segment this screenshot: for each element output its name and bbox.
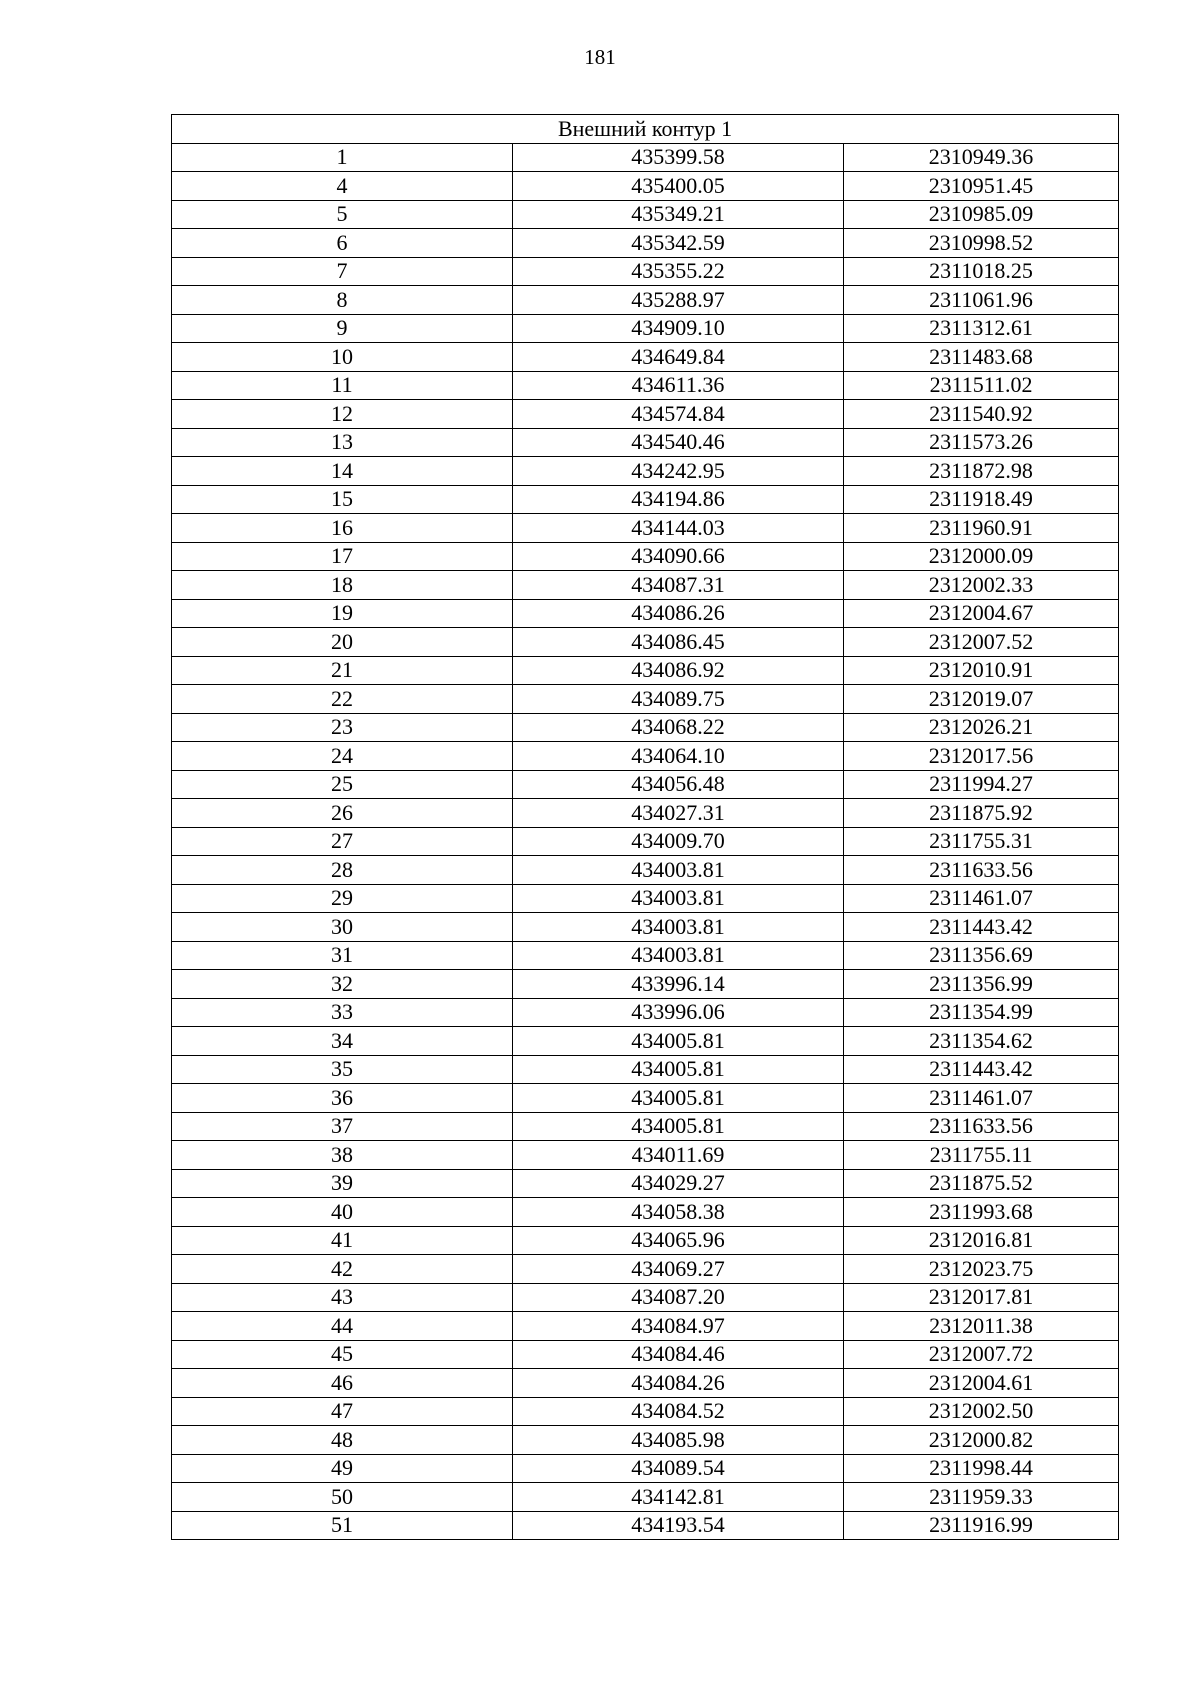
x-coordinate-cell: 434003.81 bbox=[513, 884, 844, 913]
point-number-cell: 36 bbox=[172, 1084, 513, 1113]
point-number-cell: 18 bbox=[172, 571, 513, 600]
x-coordinate-cell: 434065.96 bbox=[513, 1226, 844, 1255]
x-coordinate-cell: 434086.92 bbox=[513, 656, 844, 685]
point-number-cell: 35 bbox=[172, 1055, 513, 1084]
y-coordinate-cell: 2311918.49 bbox=[844, 485, 1119, 514]
y-coordinate-cell: 2310949.36 bbox=[844, 143, 1119, 172]
table-row bbox=[172, 770, 1119, 799]
y-coordinate-cell: 2311354.62 bbox=[844, 1027, 1119, 1056]
table-row bbox=[172, 1454, 1119, 1483]
point-number-cell: 50 bbox=[172, 1483, 513, 1512]
x-coordinate-cell: 434009.70 bbox=[513, 827, 844, 856]
point-number-cell: 5 bbox=[172, 200, 513, 229]
y-coordinate-cell: 2311540.92 bbox=[844, 400, 1119, 429]
table-title: Внешний контур 1 bbox=[172, 115, 1119, 144]
x-coordinate-cell: 435349.21 bbox=[513, 200, 844, 229]
point-number-cell: 10 bbox=[172, 343, 513, 372]
coordinates-table bbox=[171, 114, 1119, 1540]
x-coordinate-cell: 434003.81 bbox=[513, 941, 844, 970]
y-coordinate-cell: 2310998.52 bbox=[844, 229, 1119, 258]
table-row bbox=[172, 1511, 1119, 1540]
y-coordinate-cell: 2311354.99 bbox=[844, 998, 1119, 1027]
table-row bbox=[172, 1084, 1119, 1113]
point-number-cell: 40 bbox=[172, 1198, 513, 1227]
x-coordinate-cell: 434003.81 bbox=[513, 856, 844, 885]
x-coordinate-cell: 435399.58 bbox=[513, 143, 844, 172]
point-number-cell: 29 bbox=[172, 884, 513, 913]
point-number-cell: 30 bbox=[172, 913, 513, 942]
table-row bbox=[172, 542, 1119, 571]
x-coordinate-cell: 434144.03 bbox=[513, 514, 844, 543]
table-row bbox=[172, 1397, 1119, 1426]
x-coordinate-cell: 434089.75 bbox=[513, 685, 844, 714]
point-number-cell: 20 bbox=[172, 628, 513, 657]
point-number-cell: 51 bbox=[172, 1511, 513, 1540]
x-coordinate-cell: 434029.27 bbox=[513, 1169, 844, 1198]
table-row bbox=[172, 742, 1119, 771]
point-number-cell: 37 bbox=[172, 1112, 513, 1141]
point-number-cell: 19 bbox=[172, 599, 513, 628]
y-coordinate-cell: 2312011.38 bbox=[844, 1312, 1119, 1341]
x-coordinate-cell: 434087.20 bbox=[513, 1283, 844, 1312]
table-title-row bbox=[172, 115, 1119, 144]
point-number-cell: 23 bbox=[172, 713, 513, 742]
y-coordinate-cell: 2311356.69 bbox=[844, 941, 1119, 970]
table-row bbox=[172, 628, 1119, 657]
point-number-cell: 17 bbox=[172, 542, 513, 571]
y-coordinate-cell: 2310985.09 bbox=[844, 200, 1119, 229]
point-number-cell: 39 bbox=[172, 1169, 513, 1198]
x-coordinate-cell: 434011.69 bbox=[513, 1141, 844, 1170]
x-coordinate-cell: 435400.05 bbox=[513, 172, 844, 201]
table-row bbox=[172, 713, 1119, 742]
table-row bbox=[172, 1283, 1119, 1312]
point-number-cell: 26 bbox=[172, 799, 513, 828]
x-coordinate-cell: 434649.84 bbox=[513, 343, 844, 372]
y-coordinate-cell: 2311875.52 bbox=[844, 1169, 1119, 1198]
x-coordinate-cell: 435342.59 bbox=[513, 229, 844, 258]
point-number-cell: 43 bbox=[172, 1283, 513, 1312]
y-coordinate-cell: 2311573.26 bbox=[844, 428, 1119, 457]
table-row bbox=[172, 998, 1119, 1027]
y-coordinate-cell: 2312004.67 bbox=[844, 599, 1119, 628]
x-coordinate-cell: 434084.97 bbox=[513, 1312, 844, 1341]
x-coordinate-cell: 434540.46 bbox=[513, 428, 844, 457]
x-coordinate-cell: 434090.66 bbox=[513, 542, 844, 571]
point-number-cell: 15 bbox=[172, 485, 513, 514]
y-coordinate-cell: 2311061.96 bbox=[844, 286, 1119, 315]
table-row bbox=[172, 314, 1119, 343]
x-coordinate-cell: 434084.46 bbox=[513, 1340, 844, 1369]
point-number-cell: 42 bbox=[172, 1255, 513, 1284]
x-coordinate-cell: 433996.06 bbox=[513, 998, 844, 1027]
point-number-cell: 46 bbox=[172, 1369, 513, 1398]
point-number-cell: 13 bbox=[172, 428, 513, 457]
table-row bbox=[172, 457, 1119, 486]
y-coordinate-cell: 2311312.61 bbox=[844, 314, 1119, 343]
point-number-cell: 6 bbox=[172, 229, 513, 258]
point-number-cell: 45 bbox=[172, 1340, 513, 1369]
table-row bbox=[172, 1426, 1119, 1455]
y-coordinate-cell: 2311994.27 bbox=[844, 770, 1119, 799]
point-number-cell: 47 bbox=[172, 1397, 513, 1426]
point-number-cell: 27 bbox=[172, 827, 513, 856]
y-coordinate-cell: 2311461.07 bbox=[844, 884, 1119, 913]
point-number-cell: 34 bbox=[172, 1027, 513, 1056]
y-coordinate-cell: 2312007.52 bbox=[844, 628, 1119, 657]
table-row bbox=[172, 172, 1119, 201]
point-number-cell: 38 bbox=[172, 1141, 513, 1170]
x-coordinate-cell: 434242.95 bbox=[513, 457, 844, 486]
y-coordinate-cell: 2311755.11 bbox=[844, 1141, 1119, 1170]
x-coordinate-cell: 434084.52 bbox=[513, 1397, 844, 1426]
table-row bbox=[172, 685, 1119, 714]
y-coordinate-cell: 2311755.31 bbox=[844, 827, 1119, 856]
point-number-cell: 22 bbox=[172, 685, 513, 714]
point-number-cell: 12 bbox=[172, 400, 513, 429]
y-coordinate-cell: 2312017.81 bbox=[844, 1283, 1119, 1312]
table-row bbox=[172, 1340, 1119, 1369]
table-row bbox=[172, 371, 1119, 400]
x-coordinate-cell: 434087.31 bbox=[513, 571, 844, 600]
x-coordinate-cell: 435288.97 bbox=[513, 286, 844, 315]
x-coordinate-cell: 434194.86 bbox=[513, 485, 844, 514]
table-row bbox=[172, 856, 1119, 885]
point-number-cell: 21 bbox=[172, 656, 513, 685]
table-row bbox=[172, 485, 1119, 514]
table-row bbox=[172, 1255, 1119, 1284]
y-coordinate-cell: 2312002.33 bbox=[844, 571, 1119, 600]
x-coordinate-cell: 434005.81 bbox=[513, 1055, 844, 1084]
y-coordinate-cell: 2312019.07 bbox=[844, 685, 1119, 714]
y-coordinate-cell: 2311993.68 bbox=[844, 1198, 1119, 1227]
table-row bbox=[172, 799, 1119, 828]
page-number: 181 bbox=[584, 45, 616, 69]
x-coordinate-cell: 434574.84 bbox=[513, 400, 844, 429]
x-coordinate-cell: 434058.38 bbox=[513, 1198, 844, 1227]
table-row bbox=[172, 571, 1119, 600]
table-row bbox=[172, 1027, 1119, 1056]
x-coordinate-cell: 434003.81 bbox=[513, 913, 844, 942]
point-number-cell: 25 bbox=[172, 770, 513, 799]
point-number-cell: 4 bbox=[172, 172, 513, 201]
table-row bbox=[172, 913, 1119, 942]
table-row bbox=[172, 599, 1119, 628]
y-coordinate-cell: 2311483.68 bbox=[844, 343, 1119, 372]
x-coordinate-cell: 434027.31 bbox=[513, 799, 844, 828]
table-row bbox=[172, 1055, 1119, 1084]
point-number-cell: 31 bbox=[172, 941, 513, 970]
y-coordinate-cell: 2312010.91 bbox=[844, 656, 1119, 685]
point-number-cell: 41 bbox=[172, 1226, 513, 1255]
coordinates-table-body bbox=[172, 115, 1119, 1540]
x-coordinate-cell: 434086.45 bbox=[513, 628, 844, 657]
y-coordinate-cell: 2312000.82 bbox=[844, 1426, 1119, 1455]
y-coordinate-cell: 2312004.61 bbox=[844, 1369, 1119, 1398]
y-coordinate-cell: 2312023.75 bbox=[844, 1255, 1119, 1284]
x-coordinate-cell: 434005.81 bbox=[513, 1112, 844, 1141]
x-coordinate-cell: 434089.54 bbox=[513, 1454, 844, 1483]
y-coordinate-cell: 2311959.33 bbox=[844, 1483, 1119, 1512]
y-coordinate-cell: 2311916.99 bbox=[844, 1511, 1119, 1540]
x-coordinate-cell: 434056.48 bbox=[513, 770, 844, 799]
table-row bbox=[172, 229, 1119, 258]
y-coordinate-cell: 2312016.81 bbox=[844, 1226, 1119, 1255]
point-number-cell: 48 bbox=[172, 1426, 513, 1455]
table-row bbox=[172, 1198, 1119, 1227]
table-row bbox=[172, 1483, 1119, 1512]
y-coordinate-cell: 2311461.07 bbox=[844, 1084, 1119, 1113]
y-coordinate-cell: 2311960.91 bbox=[844, 514, 1119, 543]
point-number-cell: 7 bbox=[172, 257, 513, 286]
point-number-cell: 8 bbox=[172, 286, 513, 315]
table-row bbox=[172, 1226, 1119, 1255]
table-row bbox=[172, 514, 1119, 543]
y-coordinate-cell: 2311875.92 bbox=[844, 799, 1119, 828]
point-number-cell: 16 bbox=[172, 514, 513, 543]
y-coordinate-cell: 2311443.42 bbox=[844, 913, 1119, 942]
table-row bbox=[172, 1141, 1119, 1170]
point-number-cell: 14 bbox=[172, 457, 513, 486]
x-coordinate-cell: 434064.10 bbox=[513, 742, 844, 771]
table-row bbox=[172, 941, 1119, 970]
table-row bbox=[172, 143, 1119, 172]
x-coordinate-cell: 433996.14 bbox=[513, 970, 844, 999]
point-number-cell: 28 bbox=[172, 856, 513, 885]
point-number-cell: 11 bbox=[172, 371, 513, 400]
table-row bbox=[172, 200, 1119, 229]
y-coordinate-cell: 2311633.56 bbox=[844, 1112, 1119, 1141]
table-row bbox=[172, 1312, 1119, 1341]
x-coordinate-cell: 434086.26 bbox=[513, 599, 844, 628]
x-coordinate-cell: 434142.81 bbox=[513, 1483, 844, 1512]
y-coordinate-cell: 2311356.99 bbox=[844, 970, 1119, 999]
x-coordinate-cell: 434611.36 bbox=[513, 371, 844, 400]
table-row bbox=[172, 1112, 1119, 1141]
table-row bbox=[172, 656, 1119, 685]
table-row bbox=[172, 884, 1119, 913]
point-number-cell: 24 bbox=[172, 742, 513, 771]
x-coordinate-cell: 434193.54 bbox=[513, 1511, 844, 1540]
y-coordinate-cell: 2312002.50 bbox=[844, 1397, 1119, 1426]
x-coordinate-cell: 434005.81 bbox=[513, 1027, 844, 1056]
x-coordinate-cell: 434069.27 bbox=[513, 1255, 844, 1284]
table-row bbox=[172, 1369, 1119, 1398]
y-coordinate-cell: 2311018.25 bbox=[844, 257, 1119, 286]
table-row bbox=[172, 343, 1119, 372]
y-coordinate-cell: 2311443.42 bbox=[844, 1055, 1119, 1084]
y-coordinate-cell: 2312017.56 bbox=[844, 742, 1119, 771]
table-row bbox=[172, 970, 1119, 999]
y-coordinate-cell: 2311998.44 bbox=[844, 1454, 1119, 1483]
y-coordinate-cell: 2311511.02 bbox=[844, 371, 1119, 400]
y-coordinate-cell: 2310951.45 bbox=[844, 172, 1119, 201]
point-number-cell: 1 bbox=[172, 143, 513, 172]
table-row bbox=[172, 827, 1119, 856]
y-coordinate-cell: 2311872.98 bbox=[844, 457, 1119, 486]
table-row bbox=[172, 428, 1119, 457]
table-row bbox=[172, 1169, 1119, 1198]
x-coordinate-cell: 434005.81 bbox=[513, 1084, 844, 1113]
point-number-cell: 9 bbox=[172, 314, 513, 343]
table-row bbox=[172, 257, 1119, 286]
x-coordinate-cell: 434909.10 bbox=[513, 314, 844, 343]
table-row bbox=[172, 286, 1119, 315]
x-coordinate-cell: 434085.98 bbox=[513, 1426, 844, 1455]
y-coordinate-cell: 2312026.21 bbox=[844, 713, 1119, 742]
x-coordinate-cell: 434068.22 bbox=[513, 713, 844, 742]
table-row bbox=[172, 400, 1119, 429]
point-number-cell: 33 bbox=[172, 998, 513, 1027]
point-number-cell: 49 bbox=[172, 1454, 513, 1483]
point-number-cell: 44 bbox=[172, 1312, 513, 1341]
y-coordinate-cell: 2312007.72 bbox=[844, 1340, 1119, 1369]
y-coordinate-cell: 2312000.09 bbox=[844, 542, 1119, 571]
point-number-cell: 32 bbox=[172, 970, 513, 999]
x-coordinate-cell: 435355.22 bbox=[513, 257, 844, 286]
y-coordinate-cell: 2311633.56 bbox=[844, 856, 1119, 885]
x-coordinate-cell: 434084.26 bbox=[513, 1369, 844, 1398]
